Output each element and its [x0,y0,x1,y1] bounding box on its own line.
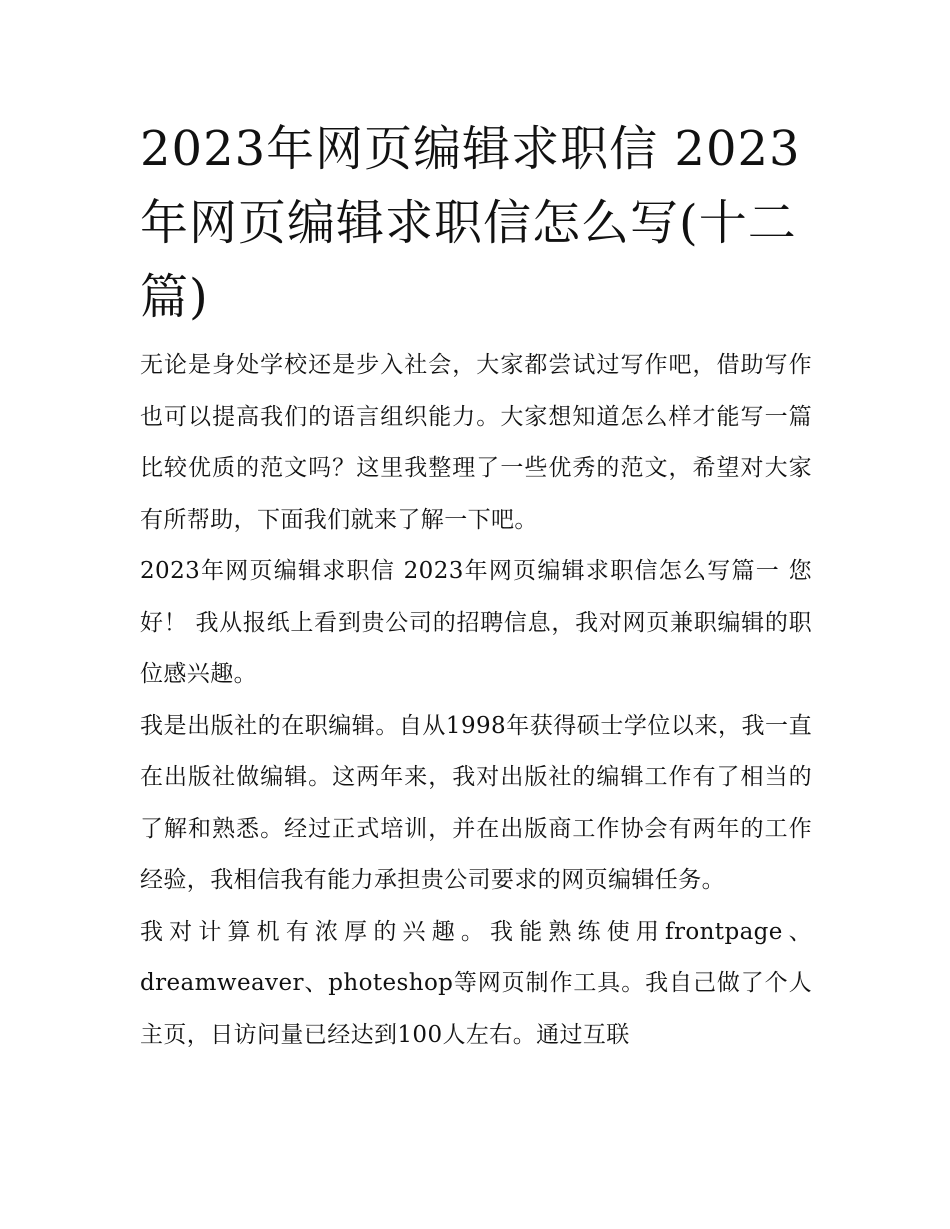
document-title: 2023年网页编辑求职信 2023年网页编辑求职信怎么写(十二篇) [140,121,801,325]
paragraph-intro: 无论是身处学校还是步入社会，大家都尝试过写作吧，借助写作也可以提高我们的语言组织能力。大家想知道怎么样才能写一篇比较优质的范文吗？这里我整理了一些优秀的范文，希望对大家有所帮助，下面我们就来了解一下吧。 [140,352,812,533]
document-page [140,112,812,1061]
paragraph-greeting: 2023年网页编辑求职信 2023年网页编辑求职信怎么写篇一 您好！ 我从报纸上看到贵公司的招聘信息，我对网页兼职编辑的职位感兴趣。 [140,558,812,687]
paragraph-experience: 我是出版社的在职编辑。自从1998年获得硕士学位以来，我一直在出版社做编辑。这两年来，我对出版社的编辑工作有了相当的了解和熟悉。经过正式培训，并在出版商工作协会有两年的工作经验，我相信我有能力承担贵公司要求的网页编辑任务。 [140,712,812,893]
paragraph-skills: 我对计算机有浓厚的兴趣。我能熟练使用frontpage、dreamweaver、photeshop等网页制作工具。我自己做了个人主页，日访问量已经达到100人左右。通过互联 [140,918,812,1048]
